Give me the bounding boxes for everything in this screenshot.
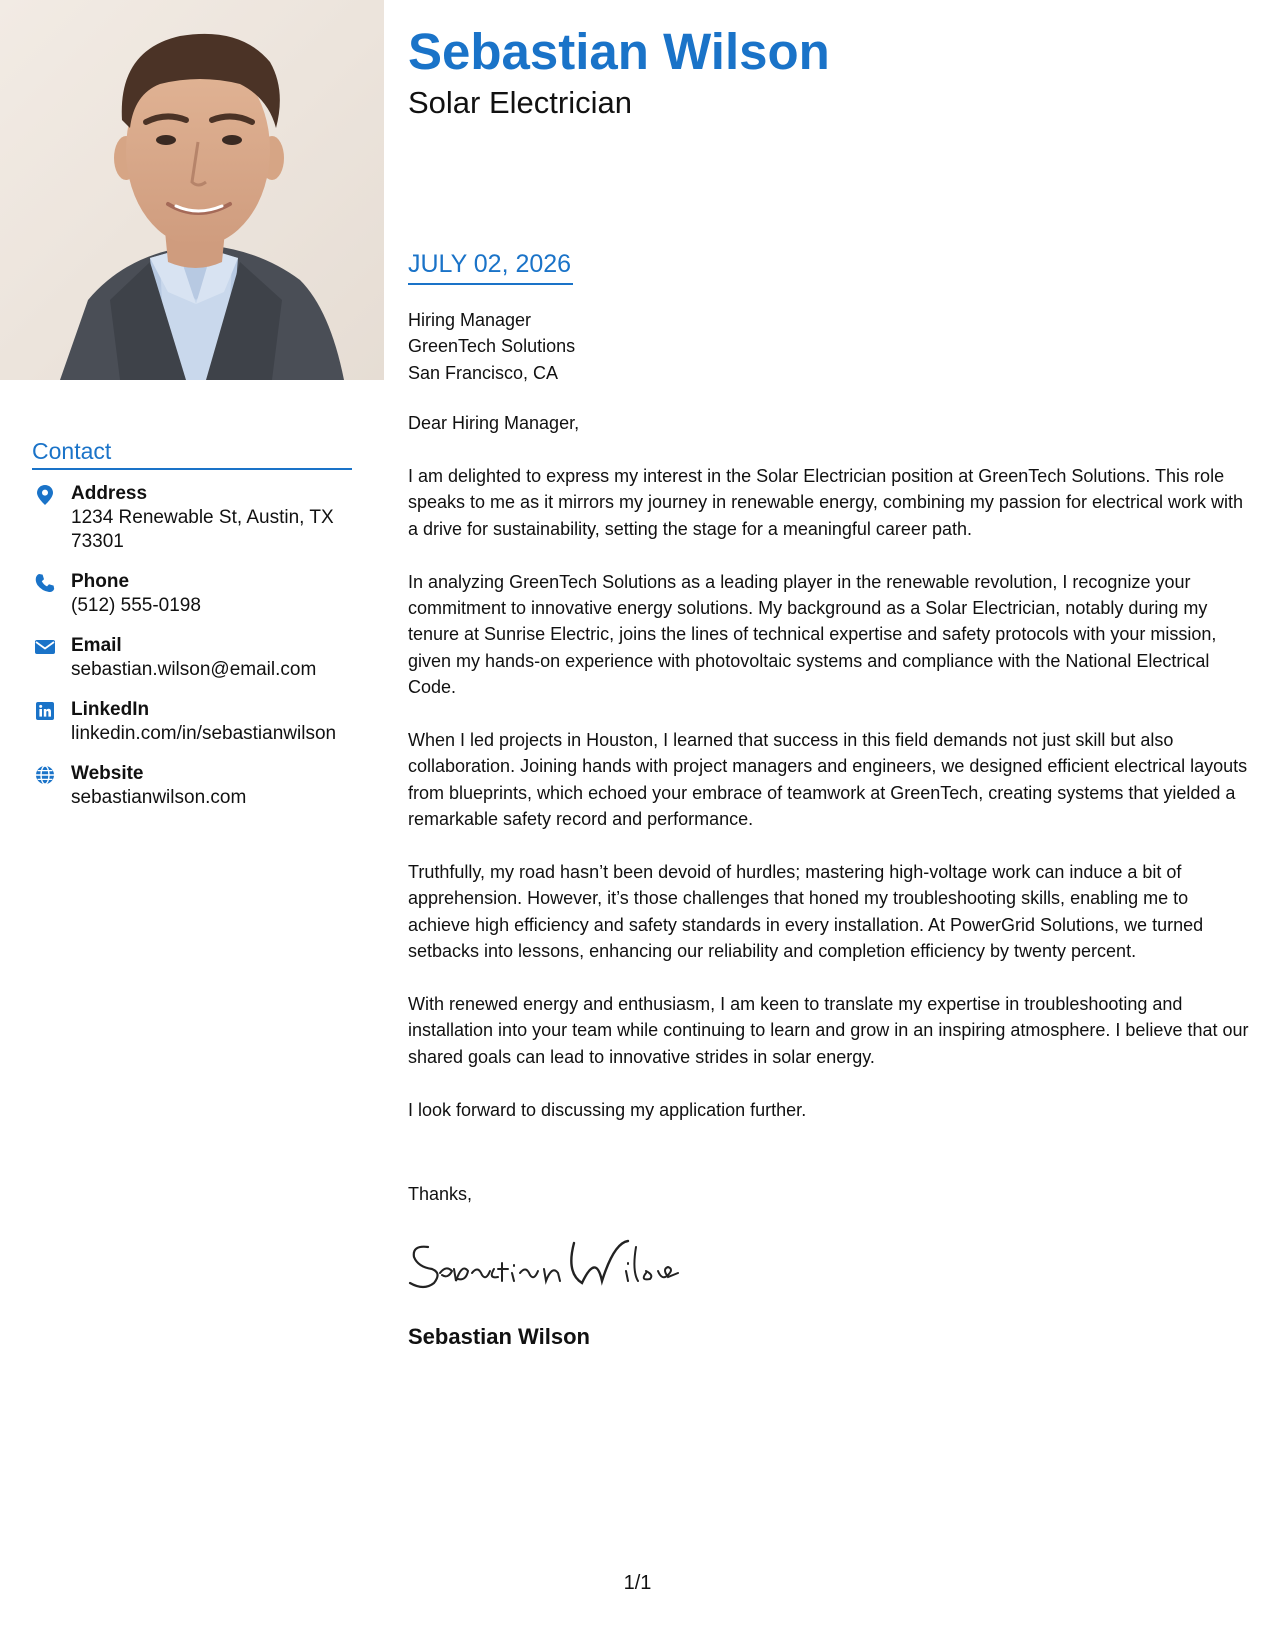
signature-image [406, 1233, 686, 1293]
letter-paragraph: When I led projects in Houston, I learned that success in this field demands not just skill but also collaboration. Joining hands with project managers and engineers, we designed efficient electrical layouts from blueprints, which echoed your embrace of teamwork at GreenTech, creating systems that yielded a remarkable safety record and performance. [408, 730, 1248, 830]
contact-item-address [32, 482, 352, 554]
contact-item-email [32, 634, 352, 682]
globe-icon [35, 765, 55, 785]
contact-heading: Contact [32, 438, 352, 470]
contact-section [32, 438, 352, 826]
applicant-role: Solar Electrician [408, 85, 632, 120]
recipient-line: GreenTech Solutions [408, 336, 576, 357]
recipient-block [408, 307, 1250, 386]
contact-item-website [32, 762, 352, 810]
linkedin-icon [35, 701, 55, 721]
letter-paragraph: Truthfully, my road hasn’t been devoid of hurdles; mastering high-voltage work can induce a bit of apprehension. However, it’s those challenges that honed my troubleshooting skills, enabling me to achieve high efficiency and safety standards in every installation. At PowerGrid Solutions, we turned setbacks into lessons, enhancing our reliability and completion efficiency by twenty percent. [408, 862, 1204, 962]
closing: Thanks, [408, 1184, 473, 1204]
contact-item-linkedin [32, 698, 352, 746]
recipient-line: San Francisco, CA [408, 362, 559, 383]
contact-value-website[interactable]: sebastianwilson.com [71, 787, 247, 808]
handwritten-signature [406, 1233, 686, 1293]
recipient-line: Hiring Manager [408, 310, 532, 330]
contact-label-address: Address [71, 483, 148, 504]
contact-value-email[interactable]: sebastian.wilson@email.com [71, 659, 317, 680]
applicant-name: Sebastian Wilson [408, 23, 830, 80]
contact-label-email: Email [71, 635, 122, 656]
letter-date: JULY 02, 2026 [408, 248, 573, 285]
profile-photo [0, 0, 384, 380]
location-pin-icon [35, 485, 55, 505]
contact-label-linkedin: LinkedIn [71, 699, 150, 720]
letter-paragraph: I am delighted to express my interest in the Solar Electrician position at GreenTech Solutions. This role speaks to me as it mirrors my journey in renewable energy, combining my passion for electrical work with a drive for sustainability, setting the stage for a meaningful career path. [408, 466, 1243, 539]
salutation: Dear Hiring Manager, [408, 413, 580, 434]
contact-value-linkedin[interactable]: linkedin.com/in/sebastianwilson [71, 723, 337, 744]
page-number: 1/1 [623, 1572, 652, 1594]
letter-paragraph: With renewed energy and enthusiasm, I am keen to translate my expertise in troubleshooting and installation into your team while continuing to learn and grow in an inspiring atmosphere. I believe that our shared goals can lead to innovative strides in solar energy. [408, 994, 1249, 1067]
contact-item-phone [32, 570, 352, 618]
email-icon [35, 637, 55, 657]
contact-value-address: 1234 Renewable St, Austin, TX 73301 [71, 507, 334, 552]
letter-paragraph: In analyzing GreenTech Solutions as a leading player in the renewable revolution, I recognize your commitment to innovative energy solutions. My background as a Solar Electrician, notably during my tenure at Sunrise Electric, joins the lines of technical expertise and safety protocols with your mission, given my hands-on experience with photovoltaic systems and compliance with the National Electrical Code. [408, 571, 1217, 698]
signer-name: Sebastian Wilson [408, 1324, 590, 1349]
letter-paragraph: I look forward to discussing my application further. [408, 1099, 807, 1120]
phone-icon [35, 573, 55, 593]
portrait-illustration [0, 0, 384, 380]
letter-body [408, 307, 1250, 1149]
contact-value-phone[interactable]: (512) 555-0198 [71, 595, 201, 616]
contact-label-website: Website [71, 763, 144, 784]
contact-label-phone: Phone [71, 571, 130, 592]
